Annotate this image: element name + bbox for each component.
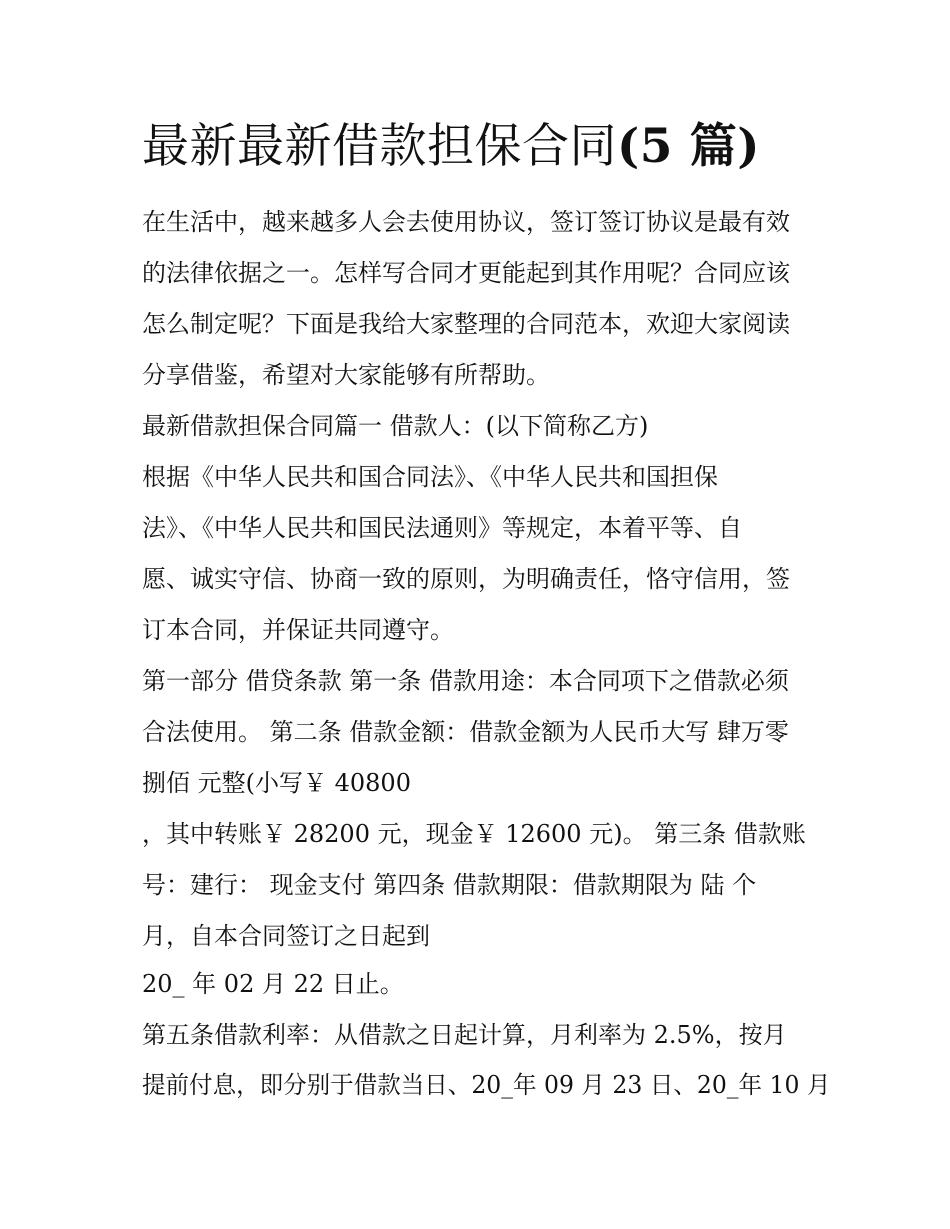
paragraph-line: ，其中转账￥ 28200 元，现金￥ 12600 元)。 第三条 借款账: [142, 820, 806, 848]
paragraph-line: 提前付息，即分别于借款当日、20_年 09 月 23 日、20_年 10 月: [142, 1071, 831, 1099]
paragraph-line: 号：建行： 现金支付 第四条 借款期限：借款期限为 陆 个: [142, 871, 757, 899]
paragraph-line: 分享借鉴，希望对大家能够有所帮助。: [142, 361, 550, 389]
paragraph-line: 根据《中华人民共和国合同法》、《中华人民共和国担保: [142, 463, 718, 491]
document-title: [142, 112, 760, 182]
paragraph-line: 捌佰 元整(小写￥ 40800: [142, 769, 411, 797]
paragraph-line: 订本合同，并保证共同遵守。: [142, 616, 454, 644]
paragraph-line: 合法使用。 第二条 借款金额：借款金额为人民币大写 肆万零: [142, 718, 789, 746]
paragraph-line: 在生活中，越来越多人会去使用协议，签订签订协议是最有效: [142, 208, 790, 236]
paragraph-line: 月，自本合同签订之日起到: [142, 922, 430, 950]
paragraph-line: 20_ 年 02 月 22 日止。: [142, 970, 404, 998]
paragraph-line: 第五条借款利率：从借款之日起计算，月利率为 2.5%，按月: [142, 1021, 787, 1049]
document-title-main: 最新最新借款担保合同: [142, 119, 617, 174]
document-title-suffix: (5 篇): [617, 119, 761, 174]
paragraph-line: 的法律依据之一。怎样写合同才更能起到其作用呢？合同应该: [142, 259, 790, 287]
paragraph-line: 愿、诚实守信、协商一致的原则，为明确责任，恪守信用，签: [142, 565, 790, 593]
paragraph-line: 法》、《中华人民共和国民法通则》等规定，本着平等、自: [142, 514, 742, 542]
paragraph-line: 最新借款担保合同篇一 借款人：(以下简称乙方): [142, 412, 649, 440]
paragraph-line: 怎么制定呢？下面是我给大家整理的合同范本，欢迎大家阅读: [142, 310, 790, 338]
paragraph-line: 第一部分 借贷条款 第一条 借款用途：本合同项下之借款必须: [142, 667, 789, 695]
